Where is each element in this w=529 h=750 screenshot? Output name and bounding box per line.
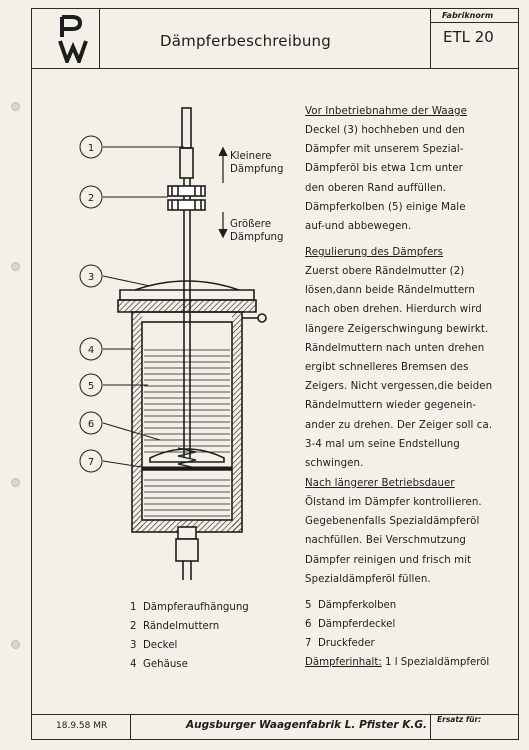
callout-label: 3 bbox=[87, 272, 95, 283]
callout-label: 6 bbox=[87, 419, 95, 430]
section-heading-regulation: Regulierung des Dämpfers bbox=[305, 247, 444, 258]
page-title: Dämpferbeschreibung bbox=[160, 32, 331, 50]
oil-level bbox=[144, 350, 230, 516]
callout-label: 5 bbox=[87, 381, 95, 392]
callout-label: 1 bbox=[87, 143, 95, 154]
footer-divider bbox=[430, 714, 431, 740]
legend-item: 1 Dämpferaufhängung bbox=[130, 602, 249, 613]
greater-damping-label: Größere Dämpfung bbox=[230, 219, 284, 243]
section-body-regulation: Zuerst obere Rändelmutter (2) lösen,dann beide Rändelmuttern nach oben drehen. Hierdurch wird längere Zeigerschwingung bewirkt. Rändelmuttern nach unten drehen ergibt schnelleres Bremsen des Zeigers. Nicht vergessen,die beiden Rändelmuttern wieder gegenein- ander zu drehen. Der Zeiger soll ca. 3-4 mal um seine Endstellung schwingen. bbox=[305, 266, 493, 470]
piston bbox=[142, 448, 232, 470]
damping-arrows bbox=[219, 148, 227, 237]
callout-label: 4 bbox=[87, 345, 95, 356]
section-body-startup: Deckel (3) hochheben und den Dämpfer mit unserem Spezial- Dämpferöl bis etwa 1cm unter den oberen Rand auffüllen. Dämpferkolben (5) einige Male auf-und abbewegen. bbox=[305, 125, 466, 233]
footer-date: 18.9.58 MR bbox=[56, 721, 108, 731]
legend-item: 7 Druckfeder bbox=[305, 638, 375, 649]
norm-label: Fabriknorm bbox=[442, 11, 494, 20]
section-heading-maintenance: Nach längerer Betriebsdauer bbox=[305, 478, 455, 489]
legend-item: 5 Dämpferkolben bbox=[305, 600, 397, 611]
norm-number: ETL 20 bbox=[443, 28, 494, 46]
legend-item: 3 Deckel bbox=[130, 640, 178, 651]
damper-content-value: 1 l Spezialdämpferöl bbox=[385, 657, 490, 668]
section-heading-startup: Vor Inbetriebnahme der Waage bbox=[305, 106, 467, 117]
section-body-maintenance: Ölstand im Dämpfer kontrollieren. Gegebenenfalls Spezialdämpferöl nachfüllen. Bei Verschmutzung Dämpfer reinigen und frisch mit Spezialdämpferöl füllen. bbox=[305, 497, 482, 585]
legend-item: 2 Rändelmuttern bbox=[130, 621, 220, 632]
damper-content-label: Dämpferinhalt: bbox=[305, 657, 382, 668]
smaller-damping-label: Kleinere Dämpfung bbox=[230, 151, 284, 175]
footer-company: Augsburger Waagenfabrik L. Pfister K.G. bbox=[186, 719, 427, 731]
footer-replacement-label: Ersatz für: bbox=[437, 715, 482, 724]
callout-label: 7 bbox=[87, 457, 95, 468]
footer-divider bbox=[130, 714, 131, 740]
damper-content-line bbox=[305, 657, 489, 668]
legend-item: 6 Dämpferdeckel bbox=[305, 619, 396, 630]
housing bbox=[118, 281, 266, 532]
callout-label: 2 bbox=[87, 193, 95, 204]
bottom-nut bbox=[176, 527, 198, 580]
legend-item: 4 Gehäuse bbox=[130, 659, 188, 670]
piston-rod bbox=[168, 108, 205, 458]
